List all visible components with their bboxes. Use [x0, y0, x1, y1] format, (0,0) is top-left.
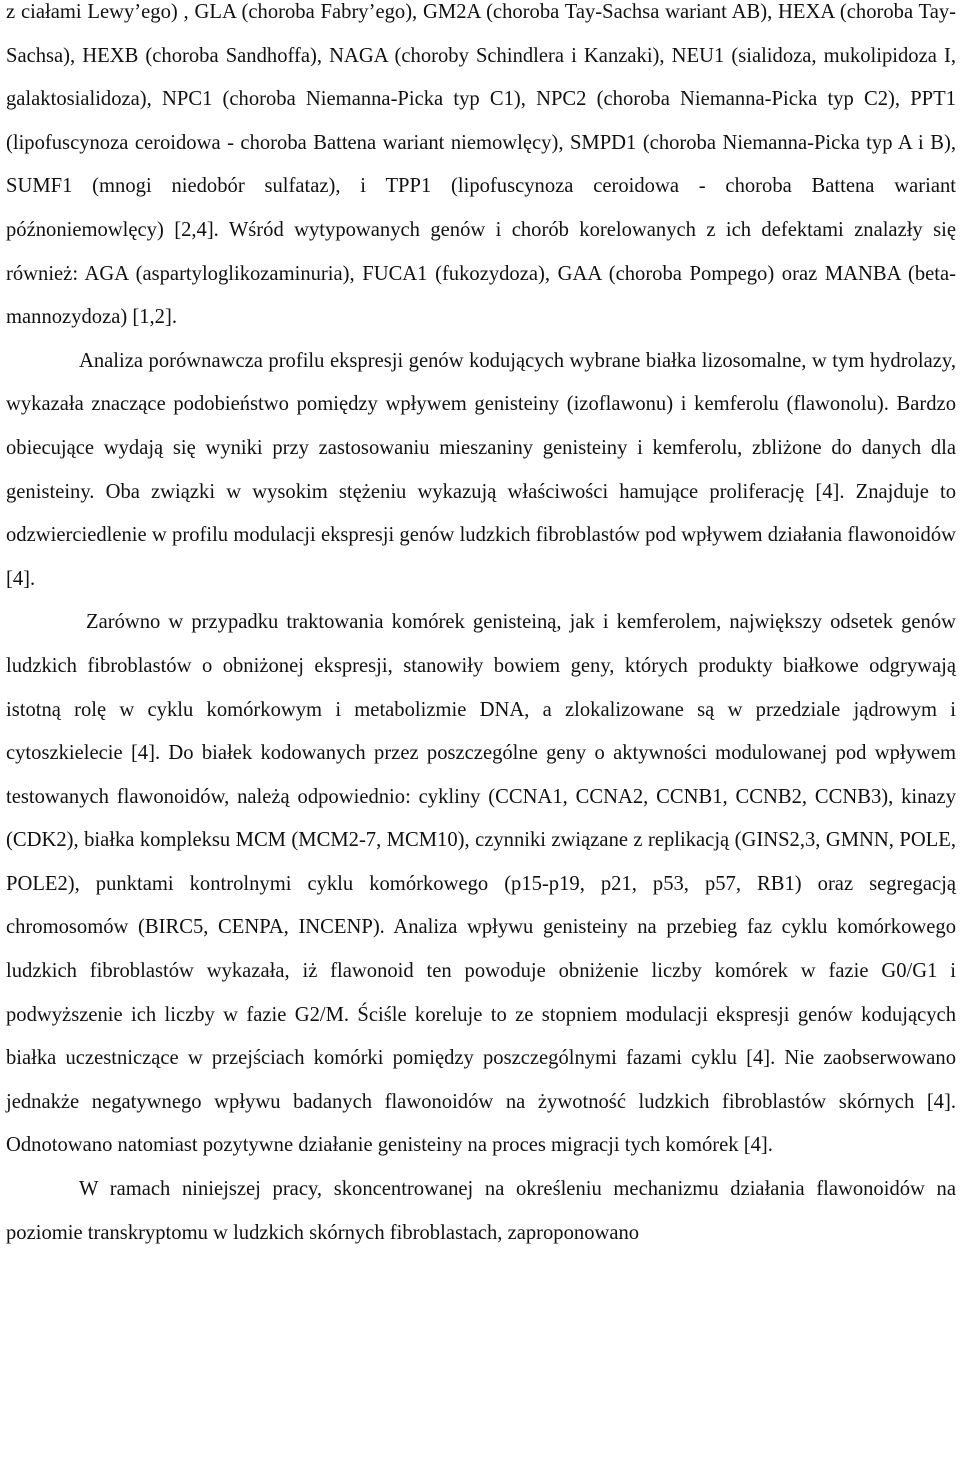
paragraph-comparative-analysis: Analiza porównawcza profilu ekspresji genów kodujących wybrane białka lizosomalne, w tym hydrolazy, wykazała znaczące podobieństwo pomiędzy wpływem genisteiny (izoflawonu) i kemferolu (flawonolu). Bardzo obiecujące wydają się wyniki przy zastosowaniu mieszaniny genisteiny i kemferolu, zbliżone do danych dla genisteiny. Oba związki w wysokim stężeniu wykazują właściwości hamujące proliferację [4]. Znajduje to odzwierciedlenie w profilu modulacji ekspresji genów ludzkich fibroblastów pod wpływem działania flawonoidów [4]. [6, 349, 956, 590]
paragraph-continuation: z ciałami Lewy’ego) , GLA (choroba Fabry’ego), GM2A (choroba Tay-Sachsa wariant AB), HEXA (choroba Tay-Sachsa), HEXB (choroba Sandhoffa), NAGA (choroby Schindlera i Kanzaki), NEU1 (sialidoza, mukolipidoza I, galaktosialidoza), NPC1 (choroba Niemanna-Picka typ C1), NPC2 (choroba Niemanna-Picka typ C2), PPT1 (lipofuscynoza ceroidowa - choroba Battena wariant niemowlęcy), SMPD1 (choroba Niemanna-Picka typ A i B), SUMF1 (mnogi niedobór sulfataz), i TPP1 (lipofuscynoza ceroidowa - choroba Battena wariant późnoniemowlęcy) [2,4]. Wśród wytypowanych genów i chorób korelowanych z ich defektami znalazły się również: AGA (aspartyloglikozaminuria), FUCA1 (fukozydoza), GAA (choroba Pompego) oraz MANBA (beta-mannozydoza) [1,2]. [6, 1, 956, 329]
paragraph-cell-cycle: Zarówno w przypadku traktowania komórek genisteiną, jak i kemferolem, największy odsetek genów ludzkich fibroblastów o obniżonej ekspresji, stanowiły bowiem geny, których produkty białkowe odgrywają istotną rolę w cyklu komórkowym i metabolizmie DNA, a zlokalizowane są w przedziale jądrowym i cytoszkielecie [4]. Do białek kodowanych przez poszczególne geny o aktywności modulowanej pod wpływem testowanych flawonoidów, należą odpowiednio: cykliny (CCNA1, CCNA2, CCNB1, CCNB2, CCNB3), kinazy (CDK2), białka kompleksu MCM (MCM2-7, MCM10), czynniki związane z replikacją (GINS2,3, GMNN, POLE, POLE2), punktami kontrolnymi cyklu komórkowego (p15-p19, p21, p53, p57, RB1) oraz segregacją chromosomów (BIRC5, CENPA, INCENP). Analiza wpływu genisteiny na przebieg faz cyklu komórkowego ludzkich fibroblastów wykazała, iż flawonoid ten powoduje obniżenie liczby komórek w fazie G0/G1 i podwyższenie ich liczby w fazie G2/M. Ściśle koreluje to ze stopniem modulacji ekspresji genów kodujących białka uczestniczące w przejściach komórki pomiędzy poszczególnymi fazami cyklu [4]. Nie zaobserwowano jednakże negatywnego wpływu badanych flawonoidów na żywotność ludzkich fibroblastów skórnych [4]. Odnotowano natomiast pozytywne działanie genisteiny na proces migracji tych komórek [4]. [6, 611, 956, 1157]
paragraph-current-work: W ramach niniejszej pracy, skoncentrowanej na określeniu mechanizmu działania flawonoidów na poziomie transkryptomu w ludzkich skórnych fibroblastach, zaproponowano [6, 1178, 956, 1244]
